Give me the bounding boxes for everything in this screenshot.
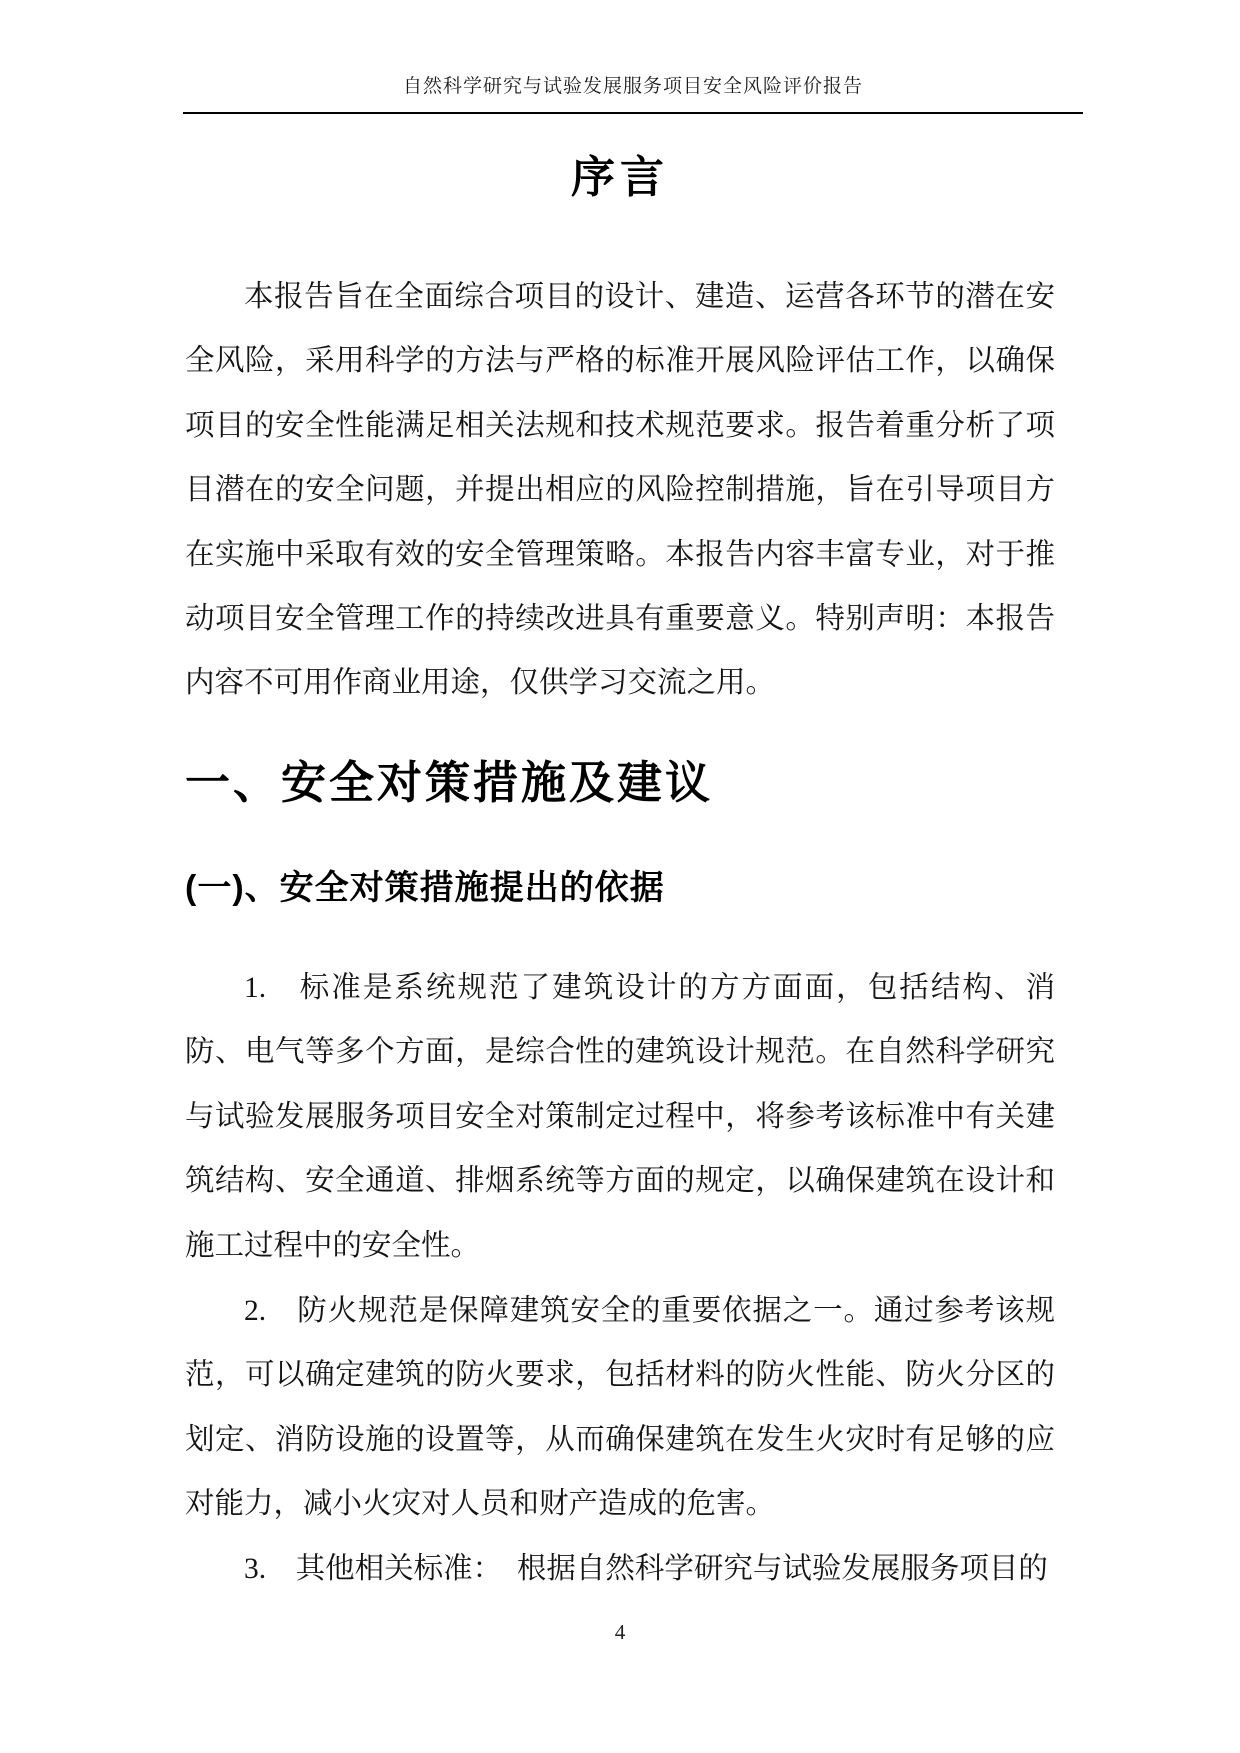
section-heading: 一、安全对策措施及建议	[185, 757, 714, 808]
intro-paragraph: 本报告旨在全面综合项目的设计、建造、运营各环节的潜在安全风险，采用科学的方法与严格的标准开展风险评估工作，以确保项目的安全性能满足相关法规和技术规范要求。报告着重分析了项目潜在的安全问题，并提出相应的风险控制措施，旨在引导项目方在实施中采取有效的安全管理策略。本报告内容丰富专业，对于推动项目安全管理工作的持续改进具有重要意义。特别声明：本报告内容不可用作商业用途，仅供学习交流之用。	[185, 281, 1055, 700]
list-paragraph-2: 2. 防火规范是保障建筑安全的重要依据之一。通过参考该规范，可以确定建筑的防火要求，包括材料的防火性能、防火分区的划定、消防设施的设置等，从而确保建筑在发生火灾时有足够的应对能力，减小火灾对人员和财产造成的危害。	[185, 1295, 1055, 1521]
preface-title: 序言	[571, 153, 669, 202]
page-number: 4	[614, 1620, 626, 1644]
list-paragraph-1: 1. 标准是系统规范了建筑设计的方方面面，包括结构、消防、电气等多个方面，是综合性的建筑设计规范。在自然科学研究与试验发展服务项目安全对策制定过程中，将参考该标准中有关建筑结构、安全通道、排烟系统等方面的规定，以确保建筑在设计和施工过程中的安全性。	[185, 972, 1055, 1262]
list-paragraph-3: 3. 其他相关标准： 根据自然科学研究与试验发展服务项目的	[244, 1553, 1048, 1585]
subsection-heading: (一)、安全对策措施提出的依据	[185, 869, 665, 907]
header-title: 自然科学研究与试验发展服务项目安全风险评价报告	[402, 76, 863, 97]
page-header	[183, 76, 1083, 114]
